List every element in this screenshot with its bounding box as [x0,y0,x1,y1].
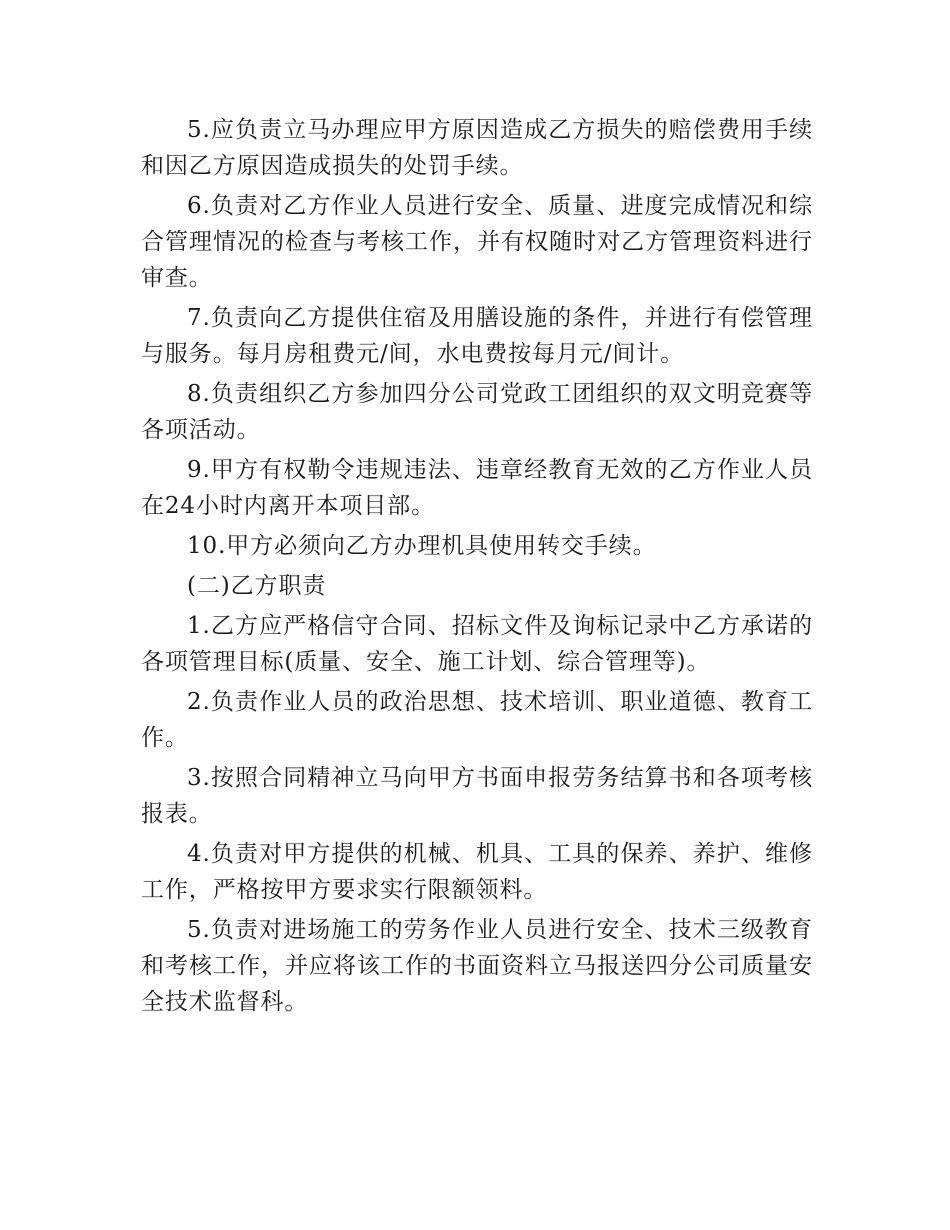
section-heading-party-b: (二)乙方职责 [187,573,327,599]
paragraph-party-b-2: 2.负责作业人员的政治思想、技术培训、职业道德、教育工作。 [141,689,813,751]
paragraph-party-a-6: 6.负责对乙方作业人员进行安全、质量、进度完成情况和综合管理情况的检查与考核工作，并有权随时对乙方管理资料进行审查。 [141,193,813,291]
paragraph-party-b-3: 3.按照合同精神立马向甲方书面申报劳务结算书和各项考核报表。 [141,765,813,827]
paragraph-party-b-4: 4.负责对甲方提供的机械、机具、工具的保养、养护、维修工作，严格按甲方要求实行限额领料。 [141,841,813,903]
paragraph-party-a-7: 7.负责向乙方提供住宿及用膳设施的条件，并进行有偿管理与服务。每月房租费元/间，水电费按每月元/间计。 [141,305,813,367]
paragraph-party-a-9: 9.甲方有权勒令违规违法、违章经教育无效的乙方作业人员在24小时内离开本项目部。 [141,457,813,519]
paragraph-party-b-5: 5.负责对进场施工的劳务作业人员进行安全、技术三级教育和考核工作，并应将该工作的书面资料立马报送四分公司质量安全技术监督科。 [141,917,813,1015]
paragraph-party-a-5: 5.应负责立马办理应甲方原因造成乙方损失的赔偿费用手续和因乙方原因造成损失的处罚手续。 [141,117,813,179]
paragraph-party-b-1: 1.乙方应严格信守合同、招标文件及询标记录中乙方承诺的各项管理目标(质量、安全、施工计划、综合管理等)。 [141,613,813,675]
paragraph-party-a-8: 8.负责组织乙方参加四分公司党政工团组织的双文明竞赛等各项活动。 [141,381,813,443]
paragraph-party-a-10: 10.甲方必须向乙方办理机具使用转交手续。 [187,533,657,559]
document-body [141,112,813,1024]
